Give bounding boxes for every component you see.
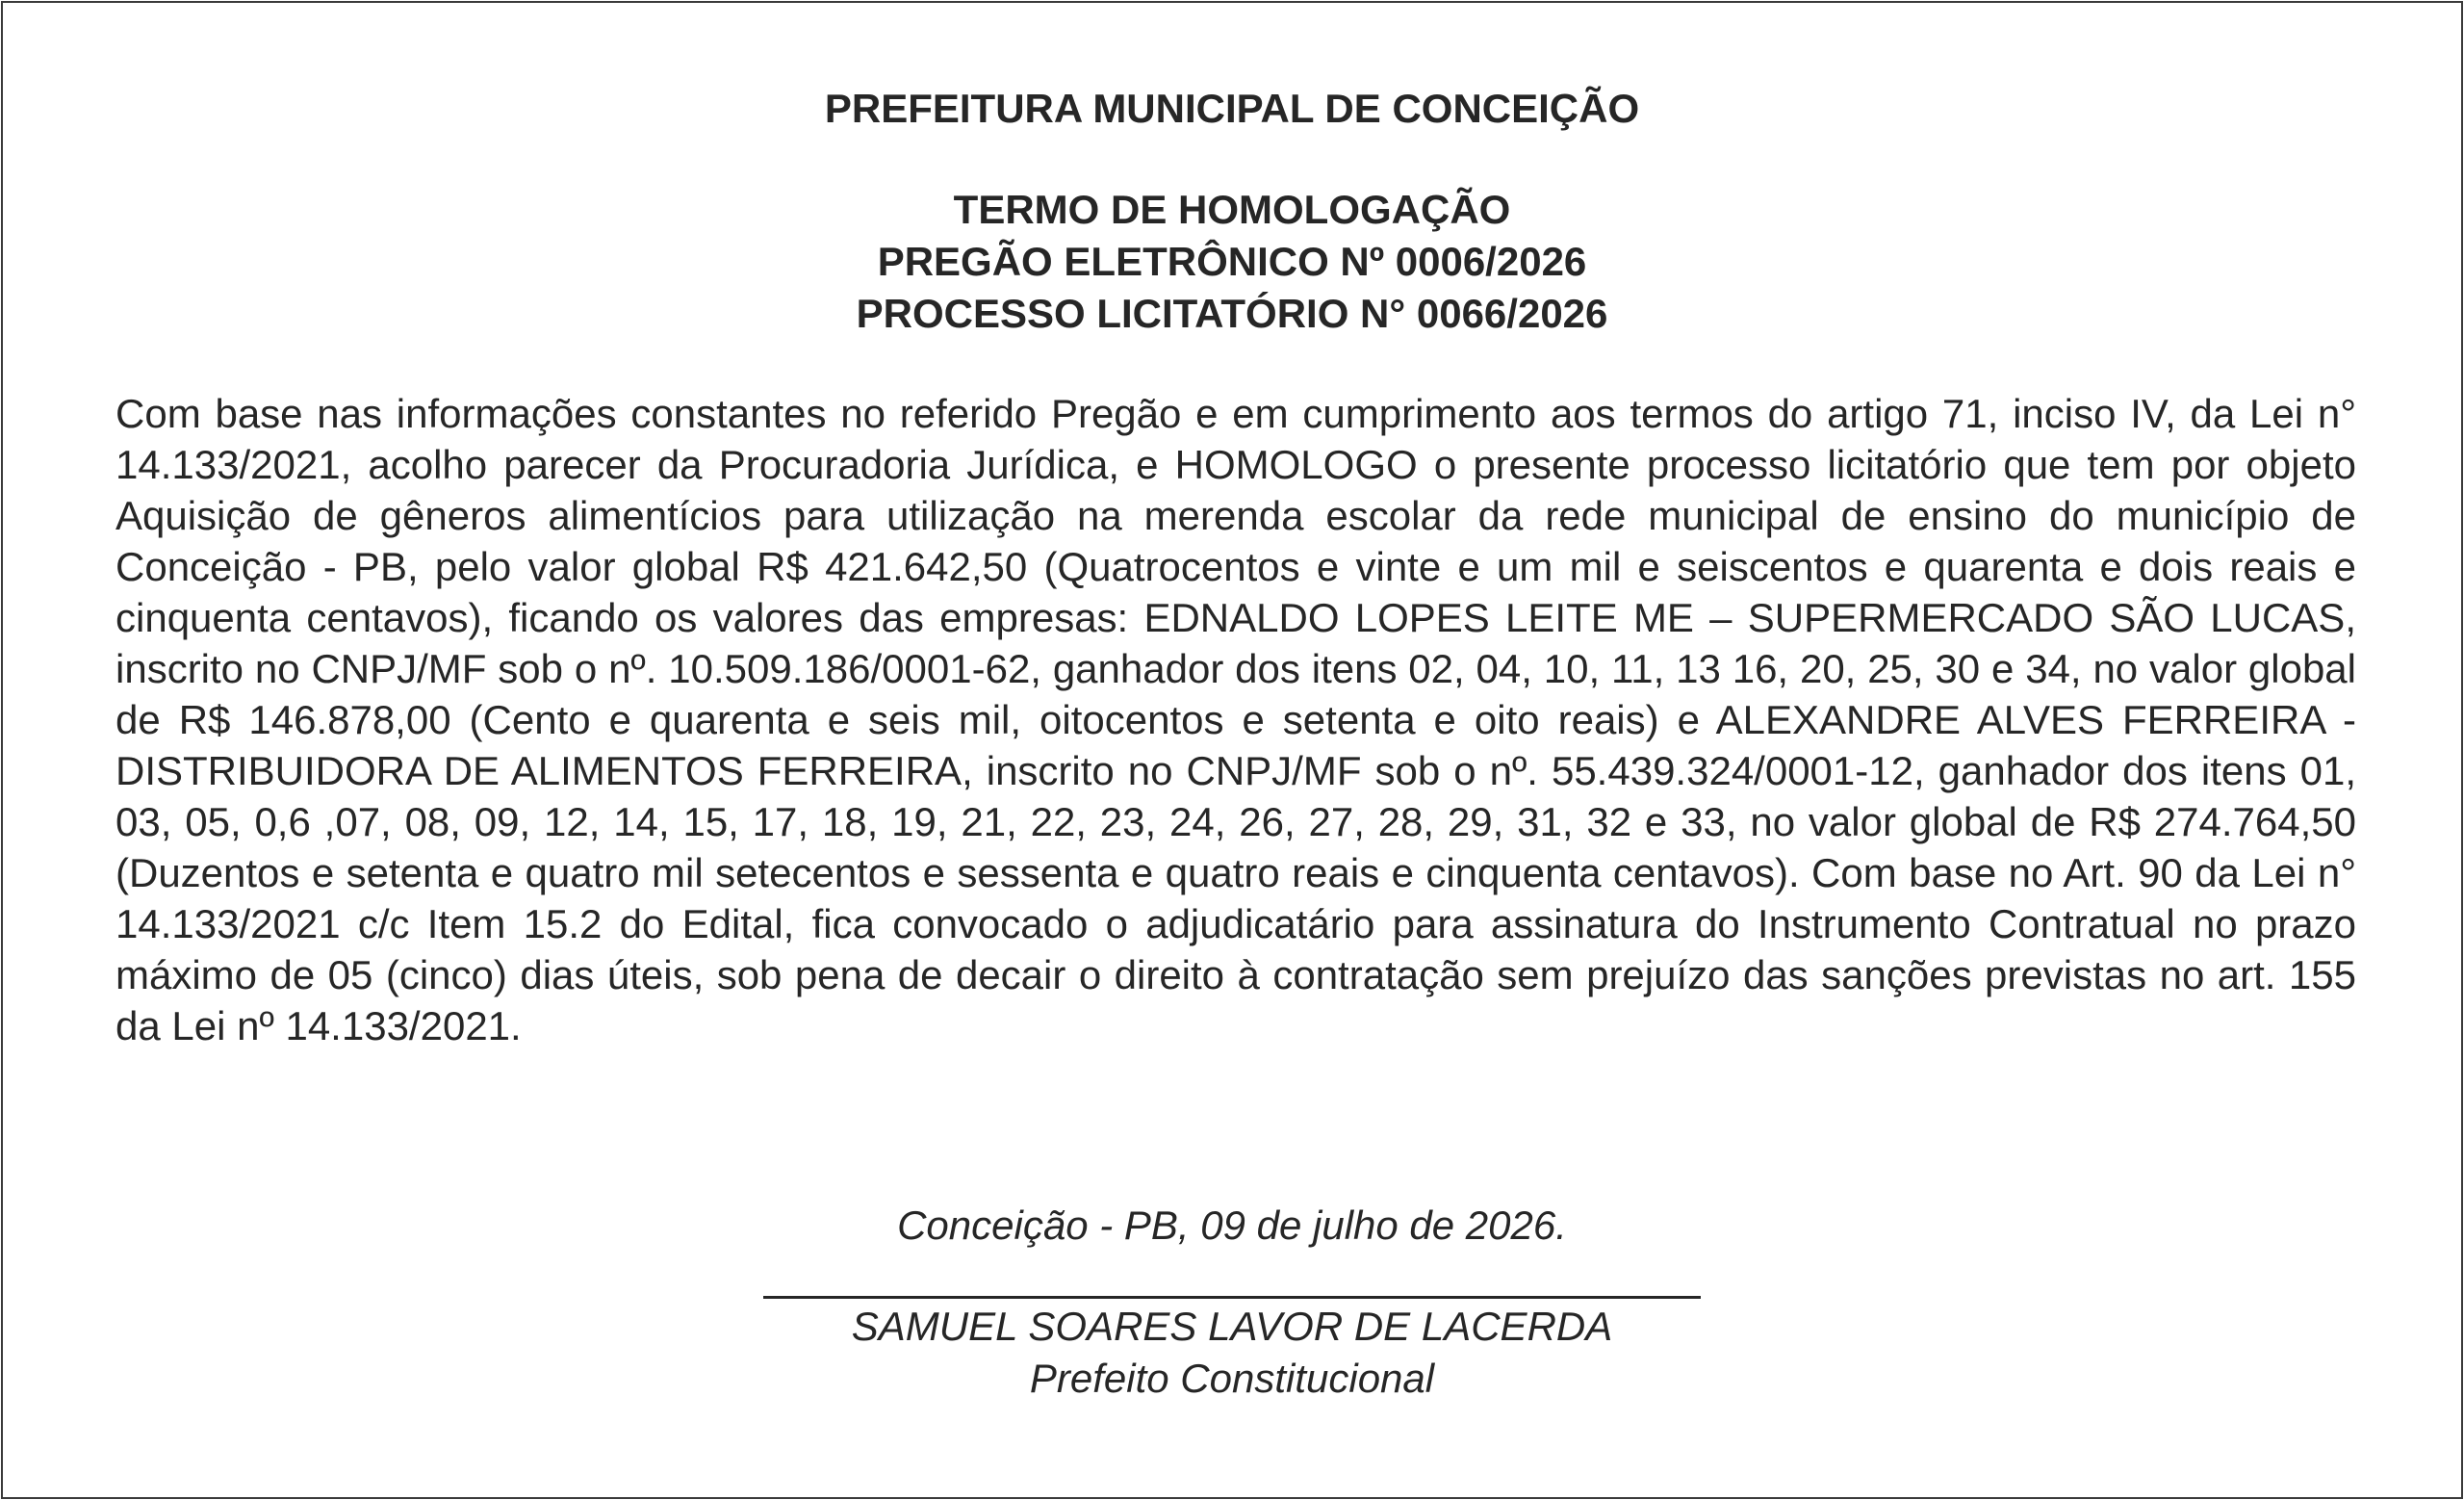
signer-role: Prefeito Constitucional bbox=[1029, 1356, 1435, 1401]
homologation-body-paragraph: Com base nas informações constantes no referido Pregão e em cumprimento aos termos do artigo 71, inciso IV, da Lei n° 14.133/2021, acolho parecer da Procuradoria Jurídica, e HOMOLOGO o presente processo licitatório que tem por objeto Aquisição de gêneros alimentícios para utilização na merenda escolar da rede municipal de ensino do município de Conceição - PB, pelo valor global R$ 421.642,50 (Quatrocentos e vinte e um mil e seiscentos e quarenta e dois reais e cinquenta centavos), ficando os valores das empresas: EDNALDO LOPES LEITE ME – SUPERMERCADO SÃO LUCAS, inscrito no CNPJ/MF sob o nº. 10.509.186/0001-62, ganhador dos itens 02, 04, 10, 11, 13 16, 20, 25, 30 e 34, no valor global de R$ 146.878,00 (Cento e quarenta e seis mil, oitocentos e setenta e oito reais) e ALEXANDRE ALVES FERREIRA - DISTRIBUIDORA DE ALIMENTOS FERREIRA, inscrito no CNPJ/MF sob o nº. 55.439.324/0001-12, ganhador dos itens 01, 03, 05, 0,6 ,07, 08, 09, 12, 14, 15, 17, 18, 19, 21, 22, 23, 24, 26, 27, 28, 29, 31, 32 e 33, no valor global de R$ 274.764,50 (Duzentos e setenta e quatro mil setecentos e sessenta e quatro reais e cinquenta centavos). Com base no Art. 90 da Lei n° 14.133/2021 c/c Item 15.2 do Edital, fica convocado o adjudicatário para assinatura do Instrumento Contratual no prazo máximo de 05 (cinco) dias úteis, sob pena de decair o direito à contratação sem prejuízo das sanções previstas no art. 155 da Lei nº 14.133/2021. bbox=[116, 391, 2356, 1048]
process-number-heading: PROCESSO LICITATÓRIO N° 0066/2026 bbox=[856, 291, 1608, 336]
title-block bbox=[3, 184, 2461, 340]
document-frame bbox=[1, 1, 2463, 1499]
signer-name: SAMUEL SOARES LAVOR DE LACERDA bbox=[851, 1304, 1613, 1349]
auction-number-heading: PREGÃO ELETRÔNICO Nº 0006/2026 bbox=[877, 239, 1587, 284]
issuer-heading: PREFEITURA MUNICIPAL DE CONCEIÇÃO bbox=[824, 86, 1640, 131]
document-type-heading: TERMO DE HOMOLOGAÇÃO bbox=[953, 187, 1511, 232]
signature-line bbox=[763, 1296, 1701, 1299]
place-and-date: Conceição - PB, 09 de julho de 2026. bbox=[897, 1203, 1567, 1248]
